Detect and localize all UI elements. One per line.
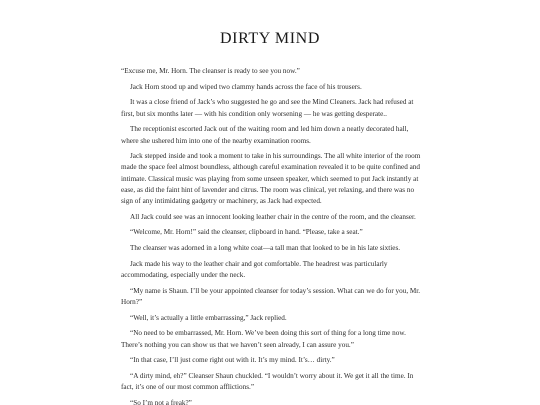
story-paragraph: Jack Horn stood up and wiped two clammy hands across the face of his trousers.	[130, 82, 362, 91]
story-paragraph: All Jack could see was an innocent looking leather chair in the centre of the room, and the cleanser.	[130, 212, 416, 221]
story-paragraph: “Excuse me, Mr. Horn. The cleanser is ready to see you now.”	[121, 67, 300, 75]
story-paragraph: “My name is Shaun. I’ll be your appointed cleanser for today’s session. What can we do for you, Mr. Horn?”	[121, 286, 421, 306]
story-paragraph: “Well, it’s actually a little embarrassing,” Jack replied.	[130, 313, 287, 322]
story-paragraph: Jack made his way to the leather chair and got comfortable. The headrest was particularly accommodating, especially under the neck.	[121, 259, 388, 280]
story-paragraph: “No need to be embarrassed, Mr. Horn. We’ve been doing this sort of thing for a long time now. There’s nothing you can show us that we haven’t seen already, I can assure you.”	[121, 329, 406, 349]
story-paragraph: “In that case, I’ll just come right out with it. It’s my mind. It’s… dirty.”	[130, 356, 335, 365]
story-paragraph: “Welcome, Mr. Horn!” said the cleanser, clipboard in hand. “Please, take a seat.”	[130, 228, 363, 237]
story-paragraph: “So I’m not a freak?”	[130, 398, 192, 405]
story-paragraph: “A dirty mind, eh?” Cleanser Shaun chuckled. “I wouldn’t worry about it. We get it all the time. In fact, it’s one of our most common afflictions.”	[121, 371, 414, 392]
story-paragraph: The receptionist escorted Jack out of the waiting room and led him down a neatly decorated hall, where she ushered him into one of the nearby examination rooms.	[121, 125, 409, 145]
story-title: DIRTY MIND	[220, 30, 320, 47]
story-paragraph: Jack stepped inside and took a moment to take in his surroundings. The all white interior of the room made the space feel almost boundless, although careful examination revealed it to be quite confined and intimate. Classical music was playing from some unseen speaker, which seemed to put Jack instantly at ease, as did the faint hint of lavender and citrus. The room was clinical, yet relaxing, and there was no sign of any intimidating gadgetry or machinery, as Jack had expected.	[121, 152, 421, 206]
story-paragraph: The cleanser was adorned in a long white coat—a tall man that looked to be in his late sixties.	[130, 244, 401, 253]
story-body	[121, 66, 421, 405]
story-paragraph: It was a close friend of Jack’s who suggested he go and see the Mind Cleaners. Jack had refused at first, but six months later — with his condition only worsening — he was getting desperate..	[121, 98, 414, 118]
